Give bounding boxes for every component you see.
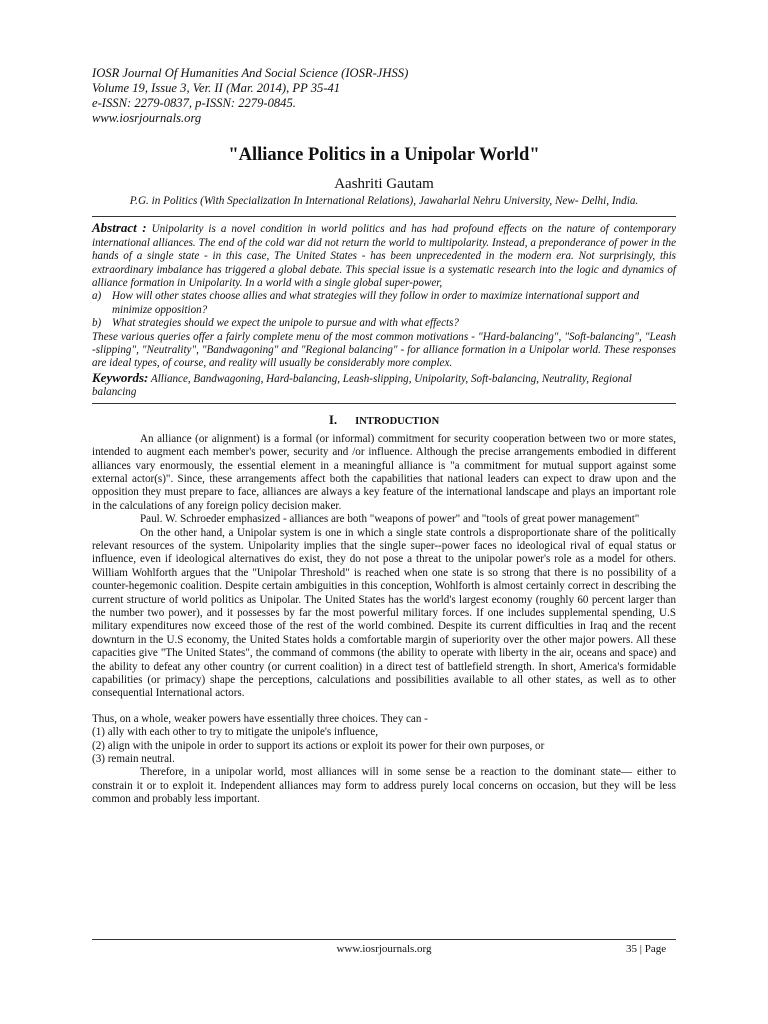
question-marker: b) (92, 317, 102, 330)
paper-page (92, 66, 676, 807)
paper-title: "Alliance Politics in a Unipolar World" (228, 145, 540, 165)
footer-page-number: 35 | Page (626, 943, 667, 955)
question-text: How will other states choose allies and what strategies will they follow in order to maximize international support and minimize opposition? (112, 290, 640, 316)
body-paragraph-5: Therefore, in a unipolar world, most alliances will in some sense be a reaction to the dominant state— either to constrain it or to exploit it. Independent alliances may form to address purely local concerns on occasion, but they will be less common and probably less important. (92, 766, 676, 806)
journal-volume: Volume 19, Issue 3, Ver. II (Mar. 2014), PP 35-41 (92, 81, 341, 95)
body-paragraph-2: Paul. W. Schroeder emphasized - alliances are both "weapons of power" and "tools of great power management" (140, 513, 640, 526)
abstract-label: Abstract : (92, 220, 147, 236)
keywords-label: Keywords: (92, 369, 149, 385)
keywords-line (92, 371, 676, 400)
footer-url: www.iosrjournals.org (336, 943, 432, 955)
abstract-section (92, 216, 676, 403)
abstract-paragraph (92, 221, 676, 290)
keywords-text: Alliance, Bandwagoning, Hard-balancing, Leash-slipping, Unipolarity, Soft-balancing, Neutrality, Regional balancing (92, 372, 632, 399)
journal-issn: e-ISSN: 2279-0837, p-ISSN: 2279-0845. (92, 96, 296, 110)
question-text: What strategies should we expect the unipole to pursue and with what effects? (112, 317, 459, 330)
question-marker: a) (92, 290, 102, 303)
body-paragraph-3: On the other hand, a Unipolar system is one in which a single state controls a disproportionate share of the politically relevant resources of the system. Unipolarity implies that the single super--power faces no ideological rival of equal status or influence, even if ideological alternatives do exist, they do not pose a threat to the unipolar power's role as a model for others. William Wohlforth argues that the "Unipolar Threshold" is reached when one state is so strong that there is no possibility of a counter-hegemonic coalition. Despite certain ambiguities in this conception, Wohlforth is almost certainly correct in describing the current structure of world politics as Unipolar. The United States has the world's largest economy (roughly 60 percent larger than the number two power), and it possesses by far the most powerful military forces. If one includes supplemental spending, U.S military expenditures now exceed those of the rest of the world combined. Despite its current difficulties in Iraq and the recent downturn in the U.S economy, the United States holds a comfortable margin of superiority over the other major powers. All these capacities give "The United States", the command of commons (the ability to operate with liberty in the air, oceans and space) and the ability to defeat any other country (or current coalition) in a direct test of battlefield strength. In short, America's formidable capabilities (or primacy) shape the perceptions, calculations and possibilities available to all other states, as well as to other consequential International actors. (92, 526, 676, 700)
choice-item-3: (3) remain neutral. (92, 753, 175, 766)
choice-item-2: (2) align with the unipole in order to support its actions or exploit its power for their own purposes, or (92, 739, 545, 752)
footer-rule (92, 939, 676, 940)
section-number: I. (328, 411, 338, 427)
abstract-question (92, 290, 676, 317)
journal-url: www.iosrjournals.org (92, 111, 202, 125)
section-heading (92, 413, 676, 429)
abstract-questions (92, 290, 676, 330)
choice-item-1: (1) ally with each other to try to mitigate the unipole's influence, (92, 726, 379, 739)
abstract-closing: These various queries offer a fairly complete menu of the most common motivations - "Hard-balancing", "Soft-balancing", "Leash -slipping", "Neutrality", "Bandwagoning" and "Regional balancing" - for alliance formation in a Unipolar world. These responses are ideal types, of course, and reality will usually be considerably more complex. (92, 330, 676, 370)
body-paragraph-4: Thus, on a whole, weaker powers have essentially three choices. They can - (92, 712, 428, 725)
body-paragraph-1: An alliance (or alignment) is a formal (or informal) commitment for security cooperation between two or more states, intended to augment each member's power, security and /or influence. Although the precise arrangements embodied in different alliances vary enormously, the essential element in a meaningful alliance is "a commitment for mutual support against some external actor(s)". Since, these arrangements affect both the capabilities that national leaders can expect to draw upon and the opposition they must prepare to face, alliances are always a key feature of the international landscape and plays an important role in the calculations of any foreign policy decision maker. (92, 432, 676, 512)
author-name: Aashriti Gautam (334, 176, 434, 192)
journal-name: IOSR Journal Of Humanities And Social Science (IOSR-JHSS) (92, 66, 409, 80)
journal-header (92, 66, 676, 126)
section-title: INTRODUCTION (355, 415, 440, 427)
author-affiliation: P.G. in Politics (With Specialization In International Relations), Jawaharlal Nehru University, New- Delhi, India. (129, 195, 639, 207)
abstract-question (92, 317, 676, 330)
abstract-text: Unipolarity is a novel condition in world politics and has had profound effects on the nature of contemporary international alliances. The end of the cold war did not return the world to multipolarity. Instead, a preponderance of power in the hands of a single state - in this case, The United States - has been unprecedented in the modern era. Not surprisingly, this extraordinary imbalance has triggered a global debate. This special issue is a systematic research into the logic and dynamics of alliance formation in Unipolarity. In a world with a single global super-power, (92, 223, 676, 290)
